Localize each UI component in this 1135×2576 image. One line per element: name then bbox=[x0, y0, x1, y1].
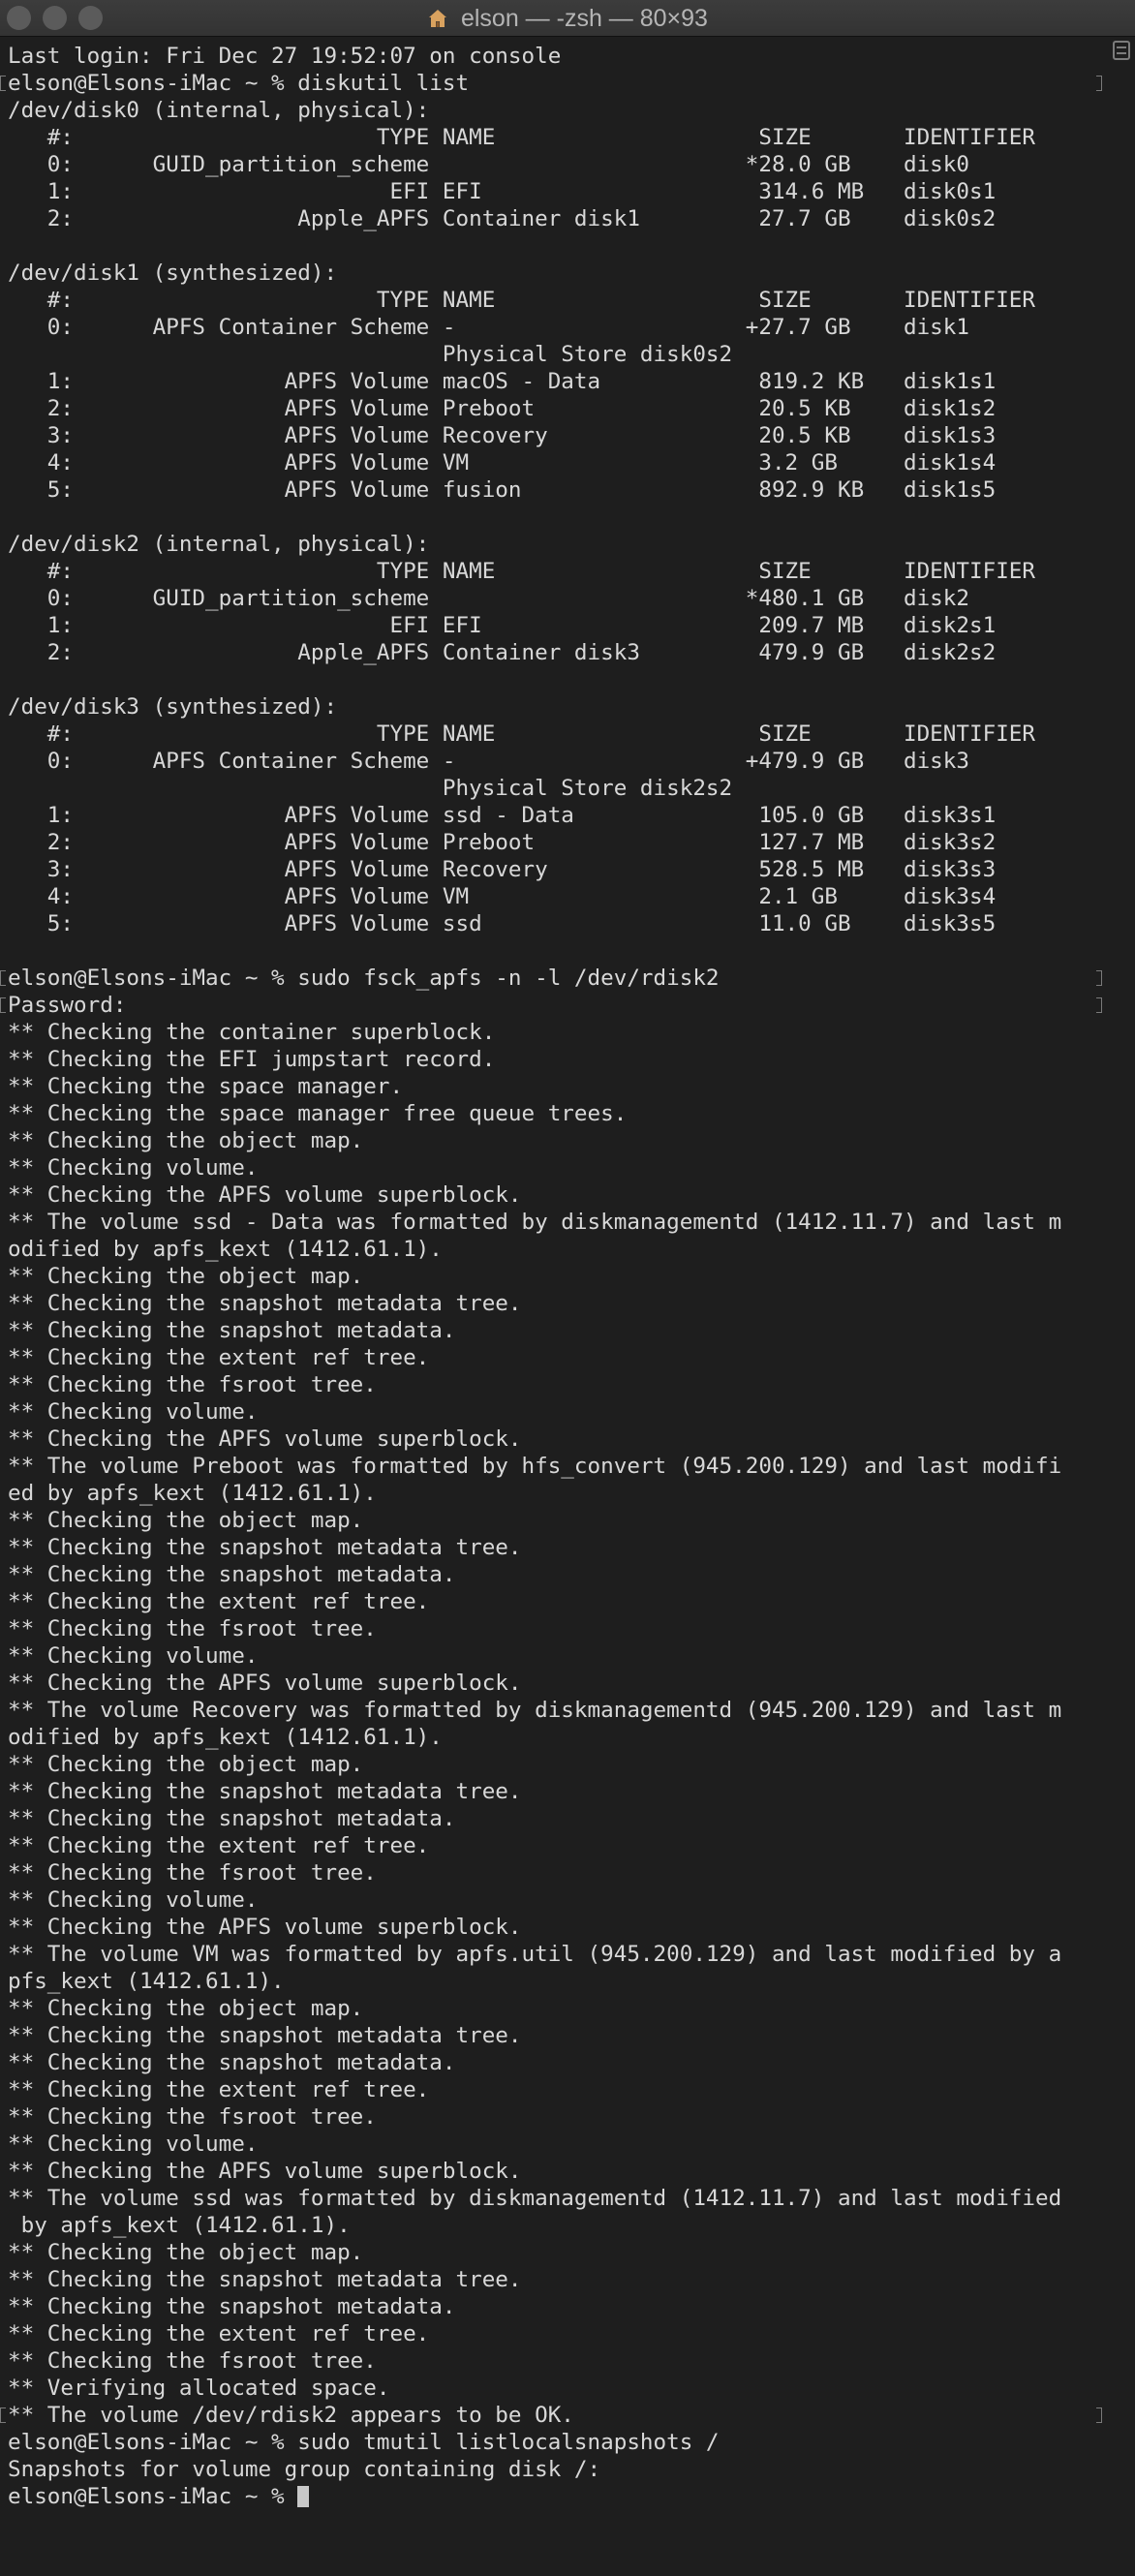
terminal-line: odified by apfs_kext (1412.61.1). bbox=[8, 1725, 443, 1750]
terminal-line: Physical Store disk2s2 bbox=[8, 776, 733, 801]
terminal-line: ** Checking the fsroot tree. bbox=[8, 2104, 377, 2130]
terminal-line: ** Checking volume. bbox=[8, 2131, 259, 2157]
terminal-line: ** Checking the snapshot metadata tree. bbox=[8, 1291, 522, 1316]
scrollbar[interactable] bbox=[1112, 37, 1135, 2576]
terminal-line: ** The volume /dev/rdisk2 appears to be OK. bbox=[8, 2403, 574, 2428]
terminal-line: elson@Elsons-iMac ~ % diskutil list bbox=[8, 71, 470, 96]
terminal-line: elson@Elsons-iMac ~ % bbox=[8, 2483, 1110, 2510]
terminal-line: ** Checking the extent ref tree. bbox=[8, 2321, 430, 2346]
terminal-line: ** Checking the object map. bbox=[8, 1508, 364, 1533]
terminal-line: 0: APFS Container Scheme - +479.9 GB disk3 bbox=[8, 749, 969, 774]
terminal-line: ** Checking the snapshot metadata. bbox=[8, 1806, 456, 1831]
terminal-line: 1: EFI EFI 209.7 MB disk2s1 bbox=[8, 613, 997, 638]
terminal-line: #: TYPE NAME SIZE IDENTIFIER bbox=[8, 125, 1036, 150]
terminal-line: ** The volume Recovery was formatted by diskmanagementd (945.200.129) and last m bbox=[8, 1698, 1062, 1723]
terminal-line: ** Checking the snapshot metadata tree. bbox=[8, 1779, 522, 1804]
prompt-mark-left bbox=[0, 2407, 6, 2423]
terminal-line: ** The volume ssd was formatted by diskmanagementd (1412.11.7) and last modified bbox=[8, 2186, 1062, 2211]
terminal-line: 4: APFS Volume VM 2.1 GB disk3s4 bbox=[8, 884, 997, 909]
terminal-line: ** Checking the object map. bbox=[8, 2240, 364, 2265]
terminal-line: #: TYPE NAME SIZE IDENTIFIER bbox=[8, 559, 1036, 584]
terminal-line: /dev/disk0 (internal, physical): bbox=[8, 98, 430, 123]
terminal-line: 0: GUID_partition_scheme *480.1 GB disk2 bbox=[8, 586, 969, 611]
terminal-line: 2: Apple_APFS Container disk1 27.7 GB disk0s2 bbox=[8, 206, 997, 231]
terminal-line: pfs_kext (1412.61.1). bbox=[8, 1969, 285, 1994]
terminal-line: elson@Elsons-iMac ~ % sudo fsck_apfs -n -l /dev/rdisk2 bbox=[8, 966, 720, 991]
terminal-line: 2: APFS Volume Preboot 20.5 KB disk1s2 bbox=[8, 396, 997, 421]
terminal-line: ** Checking the fsroot tree. bbox=[8, 2348, 377, 2374]
terminal-line: Password: bbox=[8, 993, 127, 1018]
terminal-line: 0: GUID_partition_scheme *28.0 GB disk0 bbox=[8, 152, 969, 177]
terminal-line: ** Checking volume. bbox=[8, 1399, 259, 1425]
terminal-line bbox=[8, 232, 1110, 260]
terminal-line: ** Checking the snapshot metadata. bbox=[8, 1562, 456, 1587]
terminal-line: ** Checking the snapshot metadata tree. bbox=[8, 1535, 522, 1560]
terminal-line: 3: APFS Volume Recovery 528.5 MB disk3s3 bbox=[8, 857, 997, 882]
split-view-icon[interactable] bbox=[1113, 41, 1130, 60]
terminal-line: ** Checking the fsroot tree. bbox=[8, 1616, 377, 1641]
terminal-line: ** Checking the snapshot metadata. bbox=[8, 2050, 456, 2075]
terminal-line: by apfs_kext (1412.61.1). bbox=[8, 2213, 351, 2238]
terminal-line: ** Checking the fsroot tree. bbox=[8, 1860, 377, 1886]
prompt-mark-left bbox=[0, 76, 6, 91]
terminal-line: Snapshots for volume group containing disk /: bbox=[8, 2457, 601, 2482]
terminal-line: elson@Elsons-iMac ~ % sudo tmutil listlocalsnapshots / bbox=[8, 2430, 720, 2455]
terminal-line: ** Checking the space manager. bbox=[8, 1074, 404, 1099]
terminal-line: ** Checking the EFI jumpstart record. bbox=[8, 1047, 496, 1072]
terminal-output[interactable] bbox=[8, 43, 1110, 2510]
terminal-line: ** The volume VM was formatted by apfs.util (945.200.129) and last modified by a bbox=[8, 1942, 1062, 1967]
terminal-line: odified by apfs_kext (1412.61.1). bbox=[8, 1237, 443, 1262]
terminal-line: ** Checking the extent ref tree. bbox=[8, 1589, 430, 1614]
terminal-line: 1: EFI EFI 314.6 MB disk0s1 bbox=[8, 179, 997, 204]
terminal-line: #: TYPE NAME SIZE IDENTIFIER bbox=[8, 288, 1036, 313]
terminal-line: ** Checking the extent ref tree. bbox=[8, 2077, 430, 2102]
terminal-line: ** Checking the extent ref tree. bbox=[8, 1345, 430, 1370]
terminal-line: ** Checking the object map. bbox=[8, 1996, 364, 2021]
terminal-line: ** Checking the container superblock. bbox=[8, 1020, 496, 1045]
terminal-line: 1: APFS Volume ssd - Data 105.0 GB disk3s1 bbox=[8, 803, 997, 828]
title-bar[interactable] bbox=[0, 0, 1135, 37]
terminal-line: ed by apfs_kext (1412.61.1). bbox=[8, 1481, 377, 1506]
terminal-line: 5: APFS Volume ssd 11.0 GB disk3s5 bbox=[8, 911, 997, 936]
terminal-line: ** Checking volume. bbox=[8, 1643, 259, 1669]
prompt-mark-left bbox=[0, 970, 6, 986]
terminal-line: 2: Apple_APFS Container disk3 479.9 GB disk2s2 bbox=[8, 640, 997, 665]
terminal-line: 1: APFS Volume macOS - Data 819.2 KB disk1s1 bbox=[8, 369, 997, 394]
terminal-line: ** Checking the fsroot tree. bbox=[8, 1372, 377, 1397]
terminal-line bbox=[8, 504, 1110, 531]
terminal-line: ** Checking the object map. bbox=[8, 1264, 364, 1289]
terminal-line: ** Checking the APFS volume superblock. bbox=[8, 1182, 522, 1208]
terminal-line: /dev/disk2 (internal, physical): bbox=[8, 532, 430, 557]
terminal-line: 3: APFS Volume Recovery 20.5 KB disk1s3 bbox=[8, 423, 997, 448]
terminal-line: 4: APFS Volume VM 3.2 GB disk1s4 bbox=[8, 450, 997, 475]
terminal-line: 0: APFS Container Scheme - +27.7 GB disk1 bbox=[8, 315, 969, 340]
terminal-line: 2: APFS Volume Preboot 127.7 MB disk3s2 bbox=[8, 830, 997, 855]
window-title: elson — -zsh — 80×93 bbox=[460, 5, 708, 32]
terminal-line: ** Verifying allocated space. bbox=[8, 2376, 390, 2401]
terminal-line: /dev/disk3 (synthesized): bbox=[8, 694, 338, 720]
prompt-mark-left bbox=[0, 997, 6, 1013]
terminal-line: ** Checking the snapshot metadata. bbox=[8, 2294, 456, 2319]
terminal-line: Last login: Fri Dec 27 19:52:07 on console bbox=[8, 44, 562, 69]
terminal-line: ** Checking the APFS volume superblock. bbox=[8, 1671, 522, 1696]
terminal-line: ** Checking the APFS volume superblock. bbox=[8, 1915, 522, 1940]
terminal-line: ** The volume ssd - Data was formatted by diskmanagementd (1412.11.7) and last m bbox=[8, 1210, 1062, 1235]
terminal-line: ** Checking volume. bbox=[8, 1155, 259, 1181]
window-title-wrap bbox=[0, 0, 1135, 37]
terminal-line bbox=[8, 937, 1110, 965]
terminal-line: ** Checking the object map. bbox=[8, 1128, 364, 1153]
terminal-line: ** Checking the space manager free queue trees. bbox=[8, 1101, 628, 1126]
terminal-line: 5: APFS Volume fusion 892.9 KB disk1s5 bbox=[8, 477, 997, 503]
terminal-line bbox=[8, 666, 1110, 693]
terminal-line: ** Checking the APFS volume superblock. bbox=[8, 2159, 522, 2184]
terminal-line: ** Checking the extent ref tree. bbox=[8, 1833, 430, 1858]
terminal-line: ** The volume Preboot was formatted by hfs_convert (945.200.129) and last modifi bbox=[8, 1454, 1062, 1479]
terminal-line: ** Checking the snapshot metadata tree. bbox=[8, 2023, 522, 2048]
terminal-line: ** Checking the snapshot metadata tree. bbox=[8, 2267, 522, 2292]
text-cursor bbox=[297, 2486, 309, 2507]
home-icon bbox=[427, 8, 448, 29]
terminal-line: ** Checking the object map. bbox=[8, 1752, 364, 1777]
terminal-line: #: TYPE NAME SIZE IDENTIFIER bbox=[8, 721, 1036, 747]
terminal-line: ** Checking the APFS volume superblock. bbox=[8, 1426, 522, 1452]
terminal-line: /dev/disk1 (synthesized): bbox=[8, 261, 338, 286]
terminal-line: Physical Store disk0s2 bbox=[8, 342, 733, 367]
terminal-line: ** Checking volume. bbox=[8, 1887, 259, 1913]
terminal-line: ** Checking the snapshot metadata. bbox=[8, 1318, 456, 1343]
